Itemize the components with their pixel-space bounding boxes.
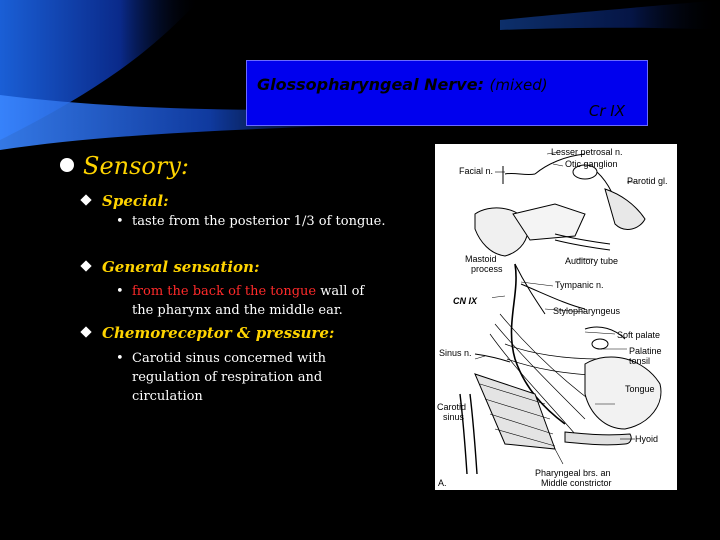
sensory-heading-row xyxy=(60,152,189,180)
label-tonsil: tonsil xyxy=(629,356,651,366)
label-hyoid: Hyoid xyxy=(635,434,659,444)
bullet-text xyxy=(116,282,386,320)
nerve-illustration xyxy=(435,144,677,490)
label-tongue: Tongue xyxy=(625,384,655,394)
label-process: process xyxy=(471,264,503,274)
bullet-text: taste from the posterior 1/3 of tongue. xyxy=(132,214,386,229)
label-stylopharyngeus: Stylopharyngeus xyxy=(553,306,621,316)
section-heading-special xyxy=(82,192,169,210)
label-parotid: Parotid gl. xyxy=(627,176,668,186)
label-soft-palate: Soft palate xyxy=(617,330,661,340)
bullet-item-special xyxy=(116,212,386,231)
small-dot-bullet-icon: • xyxy=(116,214,124,229)
round-bullet-icon xyxy=(60,158,74,172)
title-subtitle: Cr IX xyxy=(588,102,625,120)
label-facial: Facial n. xyxy=(459,166,494,176)
sensory-heading: Sensory: xyxy=(83,152,189,180)
section-label: General sensation: xyxy=(102,258,260,276)
diamond-bullet-icon xyxy=(80,326,91,337)
diamond-bullet-icon xyxy=(80,194,91,205)
diamond-bullet-icon xyxy=(80,260,91,271)
label-cn-ix: CN IX xyxy=(453,296,478,306)
label-otic-ganglion: Otic ganglion xyxy=(565,159,618,169)
section-heading-general xyxy=(82,258,259,276)
title-main: Glossopharyngeal Nerve: xyxy=(257,75,484,94)
section-label: Chemoreceptor & pressure: xyxy=(102,324,335,342)
bullet-item-chemoreceptor xyxy=(116,349,386,406)
small-dot-bullet-icon: • xyxy=(116,284,124,299)
label-middle-constrictor: Middle constrictor xyxy=(541,478,612,488)
small-dot-bullet-icon: • xyxy=(116,351,124,366)
label-auditory-tube: Auditory tube xyxy=(565,256,619,266)
title-qualifier: (mixed) xyxy=(489,76,548,94)
bullet-text: Carotid sinus concerned with regulation of respiration and circulation xyxy=(132,351,327,404)
label-panel-a: A. xyxy=(438,478,447,488)
slide-title xyxy=(257,75,548,94)
highlighted-text: from the back of the tongue xyxy=(132,284,317,299)
bullet-item-general xyxy=(116,282,386,320)
section-heading-chemoreceptor xyxy=(82,324,334,342)
title-box xyxy=(246,60,648,126)
plain-text: wall of the pharynx and the middle ear. xyxy=(132,284,365,318)
anatomy-diagram xyxy=(435,144,677,490)
label-palatine: Palatine xyxy=(629,346,662,356)
label-lesser-petrosal: Lesser petrosal n. xyxy=(551,147,623,157)
label-mastoid: Mastoid xyxy=(465,254,497,264)
label-carotid-sinus: sinus xyxy=(443,412,465,422)
label-sinus-n: Sinus n. xyxy=(439,348,472,358)
section-label: Special: xyxy=(102,192,169,210)
label-tympanic: Tympanic n. xyxy=(555,280,604,290)
label-carotid: Carotid xyxy=(437,402,467,412)
label-pharyngeal: Pharyngeal brs. an xyxy=(535,468,611,478)
